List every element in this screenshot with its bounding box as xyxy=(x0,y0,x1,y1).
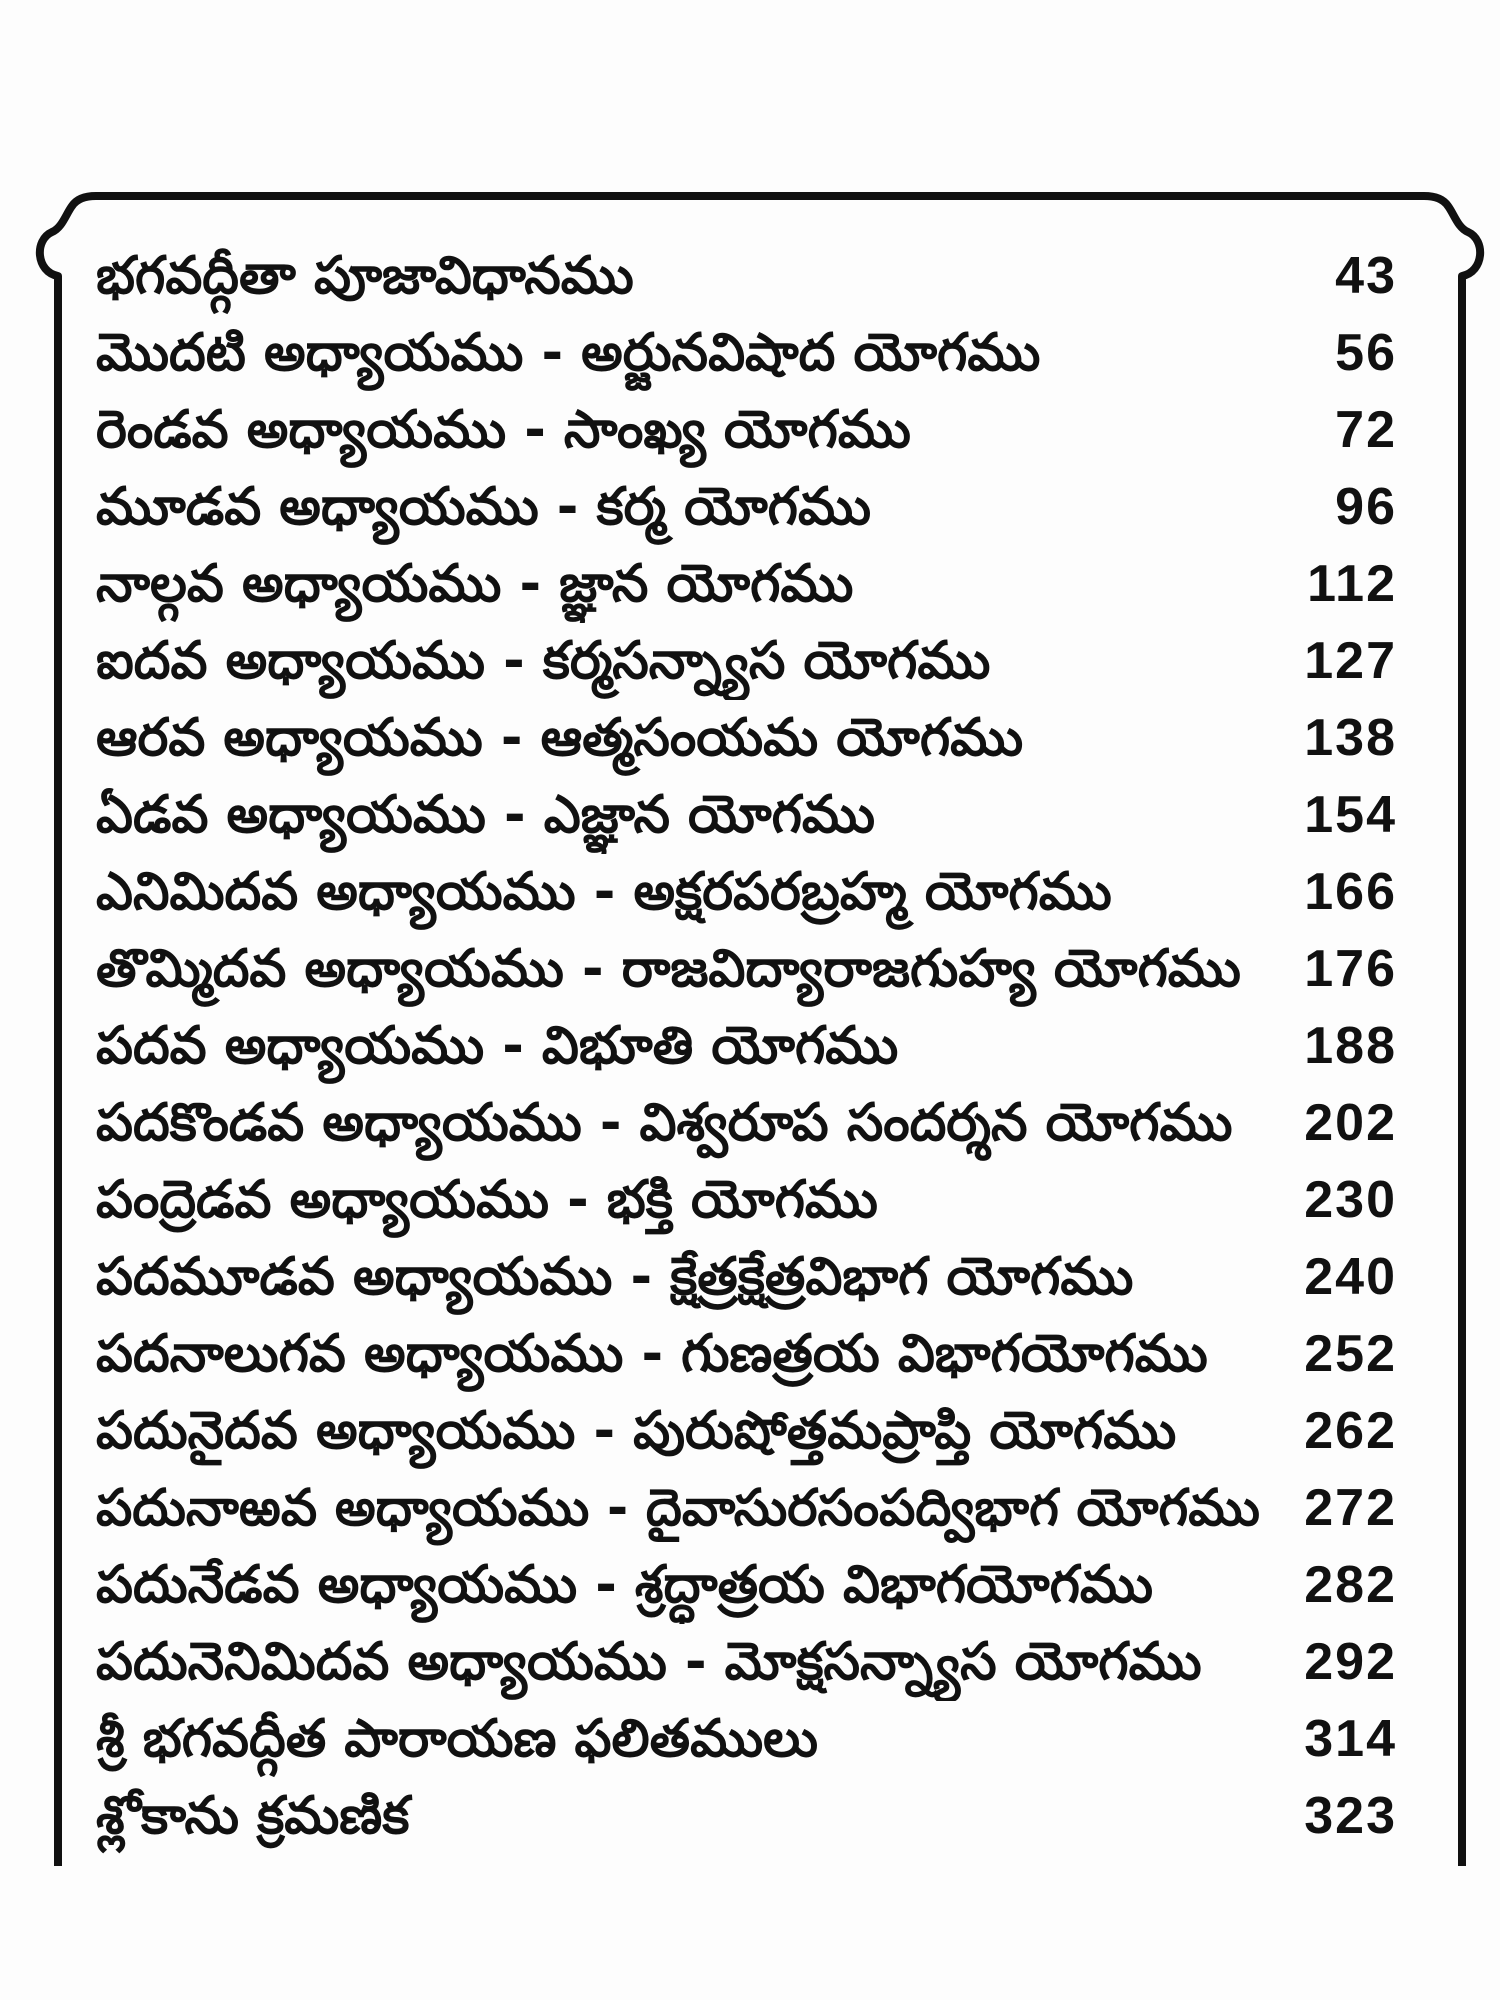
toc-entry-title: పదకొండవ అధ్యాయము - విశ్వరూప సందర్శన యోగము xyxy=(96,1093,1233,1153)
toc-entry xyxy=(96,1470,1397,1547)
toc-entry xyxy=(96,931,1397,1008)
toc-entry xyxy=(96,546,1397,623)
toc-entry xyxy=(96,700,1397,777)
toc-entry-title: పదవ అధ్యాయము - విభూతి యోగము xyxy=(96,1016,899,1076)
toc-entry xyxy=(96,623,1397,700)
toc-entry-title: పదునేడవ అధ్యాయము - శ్రద్ధాత్రయ విభాగయోగము xyxy=(96,1555,1153,1615)
toc-entry-title: రెండవ అధ్యాయము - సాంఖ్య యోగము xyxy=(96,400,911,460)
toc-entry xyxy=(96,1624,1397,1701)
toc-entry-title: పంద్రెడవ అధ్యాయము - భక్తి యోగము xyxy=(96,1170,878,1230)
toc-entry-page: 166 xyxy=(1304,863,1397,921)
toc-entry-page: 112 xyxy=(1307,555,1397,613)
toc-entry-title: ఎనిమిదవ అధ్యాయము - అక్షరపరబ్రహ్మ యోగము xyxy=(96,862,1112,922)
toc-entry-title: ఏడవ అధ్యాయము - ఎజ్ఞాన యోగము xyxy=(96,785,875,845)
toc-entry xyxy=(96,392,1397,469)
toc-entry-title: పదునైదవ అధ్యాయము - పురుషోత్తమప్రాప్తి యోగము xyxy=(96,1401,1177,1461)
toc-entry-title: పదమూడవ అధ్యాయము - క్షేత్రక్షేత్రవిభాగ యోగము xyxy=(96,1247,1134,1307)
toc-entry xyxy=(96,1778,1397,1855)
toc-entry-page: 262 xyxy=(1304,1402,1397,1460)
toc-entry xyxy=(96,1162,1397,1239)
toc-entry xyxy=(96,1008,1397,1085)
toc-entry xyxy=(96,777,1397,854)
toc-entry-title: పదనాలుగవ అధ్యాయము - గుణత్రయ విభాగయోగము xyxy=(96,1324,1208,1384)
toc-entry xyxy=(96,1085,1397,1162)
toc-entry-page: 252 xyxy=(1304,1325,1397,1383)
toc-entry-title: తొమ్మిదవ అధ్యాయము - రాజవిద్యారాజగుహ్య యోగము xyxy=(96,939,1241,999)
toc-entry xyxy=(96,1239,1397,1316)
toc-entry xyxy=(96,238,1397,315)
toc-entry-title: శ్రీ భగవద్గీత పారాయణ ఫలితములు xyxy=(96,1709,818,1769)
toc-entry-page: 323 xyxy=(1304,1787,1397,1845)
toc-entry-title: శ్లోకాను క్రమణిక xyxy=(96,1786,410,1846)
toc-entry-title: మూడవ అధ్యాయము - కర్మ యోగము xyxy=(96,477,871,537)
toc-entry-page: 154 xyxy=(1304,786,1397,844)
toc-entry-title: భగవద్గీతా పూజావిధానము xyxy=(96,246,634,306)
toc-entry xyxy=(96,1316,1397,1393)
toc-entry-title: ఆరవ అధ్యాయము - ఆత్మసంయమ యోగము xyxy=(96,708,1024,768)
toc-entry-page: 202 xyxy=(1304,1094,1397,1152)
toc-entry-page: 138 xyxy=(1304,709,1397,767)
toc-entry-title: మొదటి అధ్యాయము - అర్జునవిషాద యోగము xyxy=(96,323,1041,383)
toc-entry-title: నాల్గవ అధ్యాయము - జ్ఞాన యోగము xyxy=(96,554,854,614)
toc-entry-page: 230 xyxy=(1304,1171,1397,1229)
toc-entry-title: పదునెనిమిదవ అధ్యాయము - మోక్షసన్న్యాస యోగము xyxy=(96,1632,1202,1692)
toc-entry-page: 282 xyxy=(1304,1556,1397,1614)
toc-entry-page: 43 xyxy=(1335,247,1397,305)
table-of-contents xyxy=(96,238,1397,1855)
toc-entry-page: 188 xyxy=(1304,1017,1397,1075)
toc-entry-page: 176 xyxy=(1304,940,1397,998)
toc-entry-page: 72 xyxy=(1335,401,1397,459)
toc-entry-page: 96 xyxy=(1335,478,1397,536)
toc-entry xyxy=(96,315,1397,392)
toc-entry-page: 56 xyxy=(1335,324,1397,382)
toc-entry-page: 272 xyxy=(1304,1479,1397,1537)
toc-entry-page: 240 xyxy=(1304,1248,1397,1306)
toc-entry-page: 127 xyxy=(1304,632,1397,690)
toc-entry-title: ఐదవ అధ్యాయము - కర్మసన్న్యాస యోగము xyxy=(96,631,991,691)
toc-entry-page: 314 xyxy=(1304,1710,1397,1768)
toc-entry xyxy=(96,1393,1397,1470)
toc-entry-title: పదునాఱవ అధ్యాయము - దైవాసురసంపద్విభాగ యోగము xyxy=(96,1479,1260,1538)
toc-entry xyxy=(96,1701,1397,1778)
toc-entry-page: 292 xyxy=(1304,1633,1397,1691)
toc-entry xyxy=(96,1547,1397,1624)
toc-entry xyxy=(96,854,1397,931)
toc-entry xyxy=(96,469,1397,546)
